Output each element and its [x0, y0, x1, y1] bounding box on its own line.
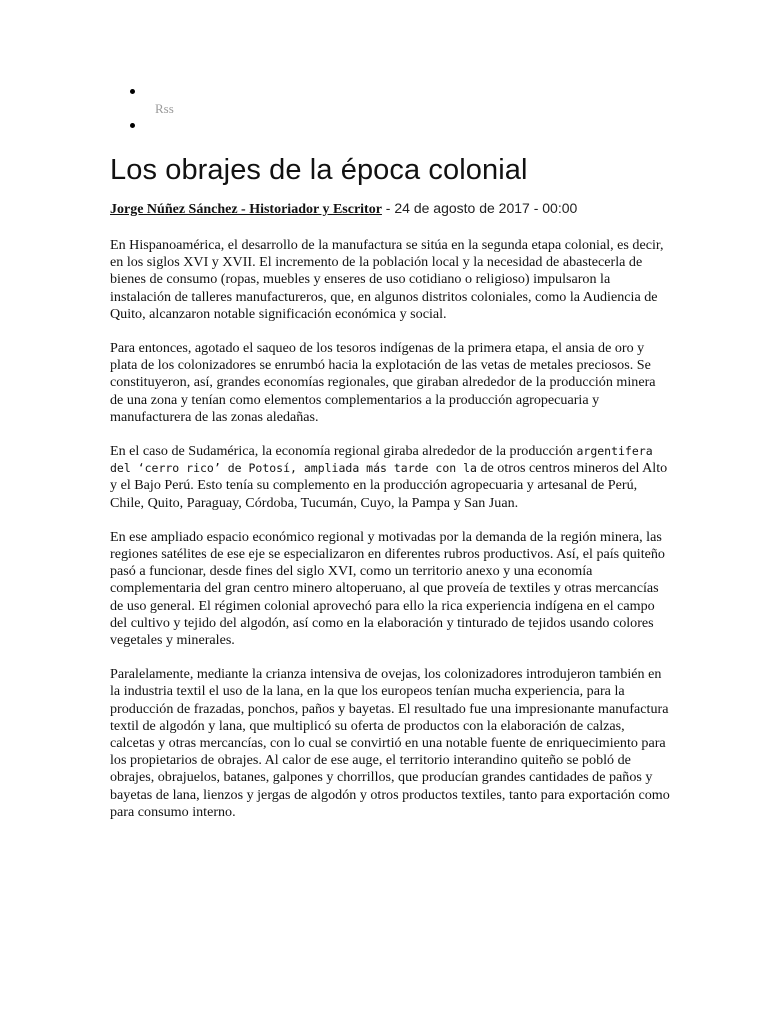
paragraph-3-part-1: En el caso de Sudamérica, la economía regional giraba alrededor de la producción: [110, 443, 573, 460]
paragraph-2: Para entonces, agotado el saqueo de los tesoros indígenas de la primera etapa, el ansia de oro y plata de los colonizadores se enrumbó hacia la explotación de las vetas de metales preciosos. Se constituyeron, así, grandes economías regionales, que giraban alrededor de la producción minera de una zona y tenían como elementos complementarios a la producción agropecuaria y manufacturera de las zonas aledañas.: [110, 340, 656, 425]
paragraph-1: En Hispanoamérica, el desarrollo de la manufactura se sitúa en la segunda etapa colonial, es decir, en los siglos XVI y XVII. El incremento de la población local y la necesidad de abastecerla de bienes de consumo (ropas, muebles y enseres de uso cotidiano o religioso) impulsaron la instalación de talleres manufactureros, que, en algunos distritos coloniales, como la Audiencia de Quito, alcanzaron notable significación económica y social.: [110, 237, 664, 322]
top-nav-list: [110, 84, 670, 135]
bullet-icon: [130, 89, 135, 94]
nav-item-empty: [110, 84, 670, 101]
paragraph-3-part-2: argentifera del ‘cerro rico’ de Potosí, ampliada más tarde con la: [110, 444, 653, 476]
byline: [110, 199, 670, 219]
rss-link[interactable]: Rss: [155, 101, 174, 116]
paragraph-3: [110, 443, 670, 512]
article-title: Los obrajes de la época colonial: [110, 154, 528, 186]
article-page: [110, 84, 670, 838]
paragraph-5: Paralelamente, mediante la crianza intensiva de ovejas, los colonizadores introdujeron también en la industria textil el uso de la lana, en la que los europeos tenían mucha experiencia, para la producción de frazadas, ponchos, paños y bayetas. El resultado fue una impresionante manufactura textil de algodón y lana, que multiplicó su oferta de productos con la elaboración de calzas, calcetas y otras mercancías, con lo cual se convirtió en una notable fuente de enriquecimiento para los propietarios de obrajes. Al calor de ese auge, el territorio interandino quiteño se pobló de obrajes, obrajuelos, batanes, galpones y chorrillos, que producían grandes cantidades de paños y bayetas de lana, lienzos y jergas de algodón y otros productos textiles, tanto para exportación como para consumo interno.: [110, 666, 670, 820]
author-link[interactable]: Jorge Núñez Sánchez - Historiador y Escritor: [110, 202, 382, 217]
bullet-icon: [130, 123, 135, 128]
nav-item-rss[interactable]: [110, 101, 670, 118]
paragraph-3-part-3: de otros centros mineros del Alto y el Bajo Perú. Esto tenía su complemento en la producción agropecuaria y artesanal de Perú, Chile, Quito, Paraguay, Córdoba, Tucumán, Cuyo, la Pampa y San Juan.: [110, 460, 668, 511]
article-date: - 24 de agosto de 2017 - 00:00: [381, 200, 578, 216]
nav-item-empty-2: [110, 118, 670, 135]
paragraph-4: En ese ampliado espacio económico regional y motivadas por la demanda de la región minera, las regiones satélites de ese eje se especializaron en diferentes rubros productivos. Así, el país quiteño pasó a funcionar, desde fines del siglo XVI, como un territorio anexo y una economía complementaria del gran centro minero altoperuano, al que proveía de textiles y otras mercancías de uso general. El régimen colonial aprovechó para ello la rica experiencia indígena en el campo del cultivo y tejido del algodón, así como en la elaboración y tinturado de tejidos usando colores vegetales y minerales.: [110, 528, 665, 649]
